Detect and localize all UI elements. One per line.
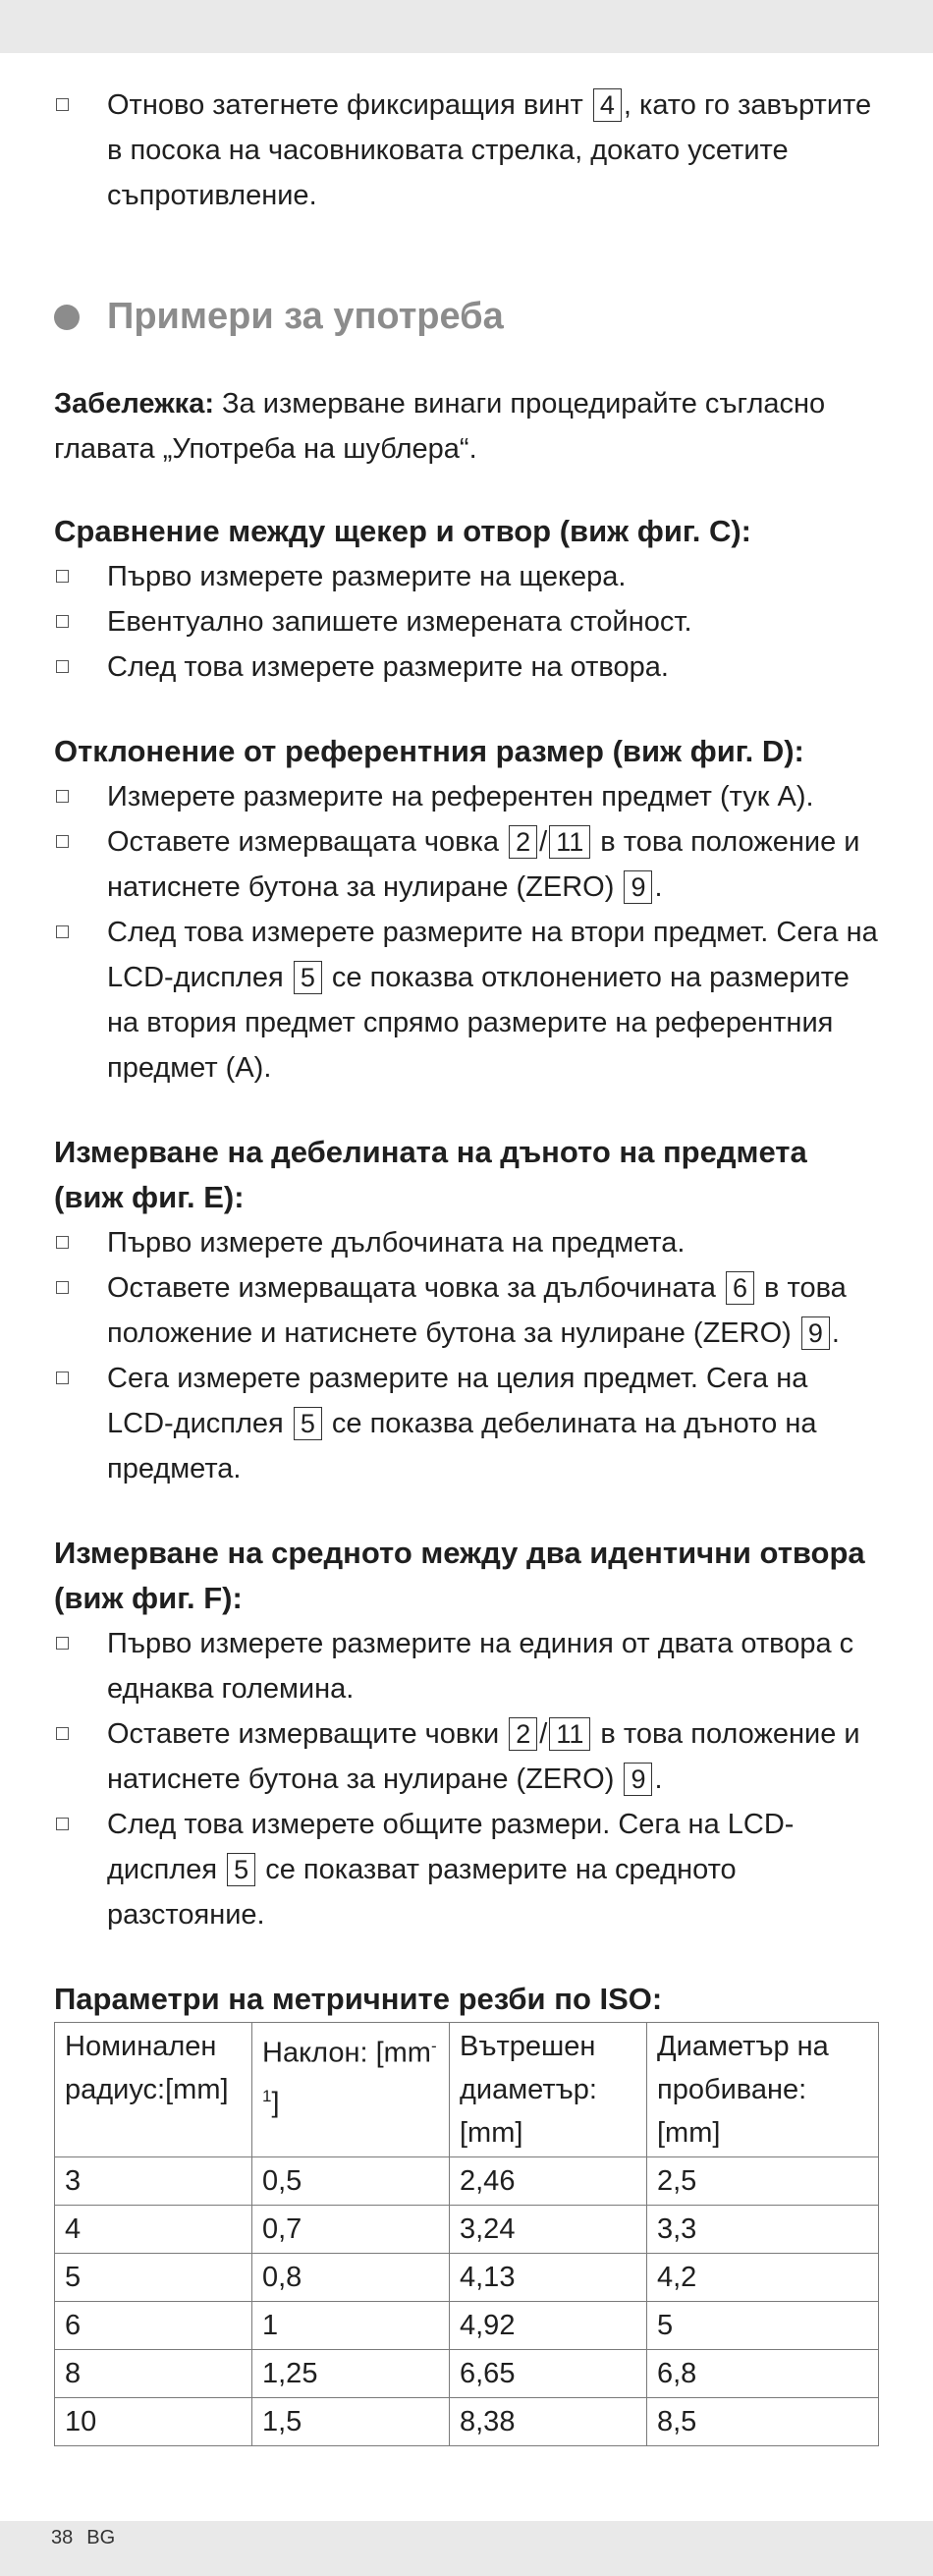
part-number: 5 xyxy=(294,1407,322,1440)
section-d-title: Отклонение от референтния размер (виж фиг. D): xyxy=(54,734,804,768)
table-cell: 6 xyxy=(55,2302,252,2350)
list-item: Оставете измерващата човка за дълбочината 6 в това положение и натиснете бутона за нулиране (ZERO) 9 . xyxy=(54,1265,879,1356)
bullet-checkbox-icon xyxy=(56,1727,69,1740)
table-cell: 3 xyxy=(55,2157,252,2206)
table-row xyxy=(55,2398,879,2446)
bullet-checkbox-icon xyxy=(56,835,69,848)
col-header: Наклон: $[mm^{-1}]$ xyxy=(252,2023,450,2157)
bullet-checkbox-icon xyxy=(56,660,69,673)
list-item: Евентуално запишете измерената стойност. xyxy=(54,599,879,644)
table-cell: 5 xyxy=(647,2302,879,2350)
part-number: 2 xyxy=(509,1717,537,1751)
list-item: След това измерете размерите на отвора. xyxy=(54,644,879,690)
table-cell: 1,25 xyxy=(252,2350,450,2398)
table-cell: 6,65 xyxy=(450,2350,647,2398)
top-bar xyxy=(0,0,933,53)
table-cell: 0,8 xyxy=(252,2254,450,2302)
table-cell: 5 xyxy=(55,2254,252,2302)
part-number: 4 xyxy=(593,88,622,122)
bullet-checkbox-icon xyxy=(56,1372,69,1384)
list-item: Първо измерете размерите на щекера. xyxy=(54,554,879,599)
intro-bullet: Отново затегнете фиксиращия винт 4 , като го завъртите в посока на часовниковата стрелка, докато усетите съпротивление. xyxy=(54,83,879,218)
part-number: 5 xyxy=(227,1853,255,1886)
table-cell: 4,92 xyxy=(450,2302,647,2350)
table-cell: 1,5 xyxy=(252,2398,450,2446)
bullet-checkbox-icon xyxy=(56,1637,69,1650)
table-cell: 4 xyxy=(55,2206,252,2254)
part-number: 11 xyxy=(549,1717,590,1751)
table-cell: 4,13 xyxy=(450,2254,647,2302)
bullet-checkbox-icon xyxy=(56,615,69,628)
section-c-title: Сравнение между щекер и отвор (виж фиг. C): xyxy=(54,514,752,548)
list-item: Първо измерете размерите на единия от двата отвора с еднаква големина. xyxy=(54,1621,879,1711)
table-cell: 8,5 xyxy=(647,2398,879,2446)
table-cell: 8 xyxy=(55,2350,252,2398)
bullet-checkbox-icon xyxy=(56,925,69,938)
list-item: Сега измерете размерите на целия предмет. Сега на LCD-дисплея 5 се показва дебелината на дъното на предмета. xyxy=(54,1356,879,1491)
footer-bar xyxy=(0,2521,933,2576)
table-cell: 10 xyxy=(55,2398,252,2446)
table-cell: 3,3 xyxy=(647,2206,879,2254)
table-title: Параметри на метричните резби по ISO: xyxy=(54,1982,663,2016)
note: Забележка: За измерване винаги процедирайте съгласно главата „Употреба на шублера“. xyxy=(54,388,826,465)
table-cell: 2,5 xyxy=(647,2157,879,2206)
table-cell: 6,8 xyxy=(647,2350,879,2398)
table-cell: 1 xyxy=(252,2302,450,2350)
note-label: Забележка: xyxy=(54,388,214,420)
page-footer xyxy=(51,2527,129,2549)
table-row xyxy=(55,2350,879,2398)
table-row xyxy=(55,2254,879,2302)
table-cell: 8,38 xyxy=(450,2398,647,2446)
list-item: След това измерете общите размери. Сега на LCD-дисплея 5 се показват размерите на средното разстояние. xyxy=(54,1802,879,1937)
part-number: 2 xyxy=(509,825,537,859)
part-number: 9 xyxy=(624,870,652,904)
table-row xyxy=(55,2157,879,2206)
section-bullet-icon xyxy=(54,305,80,330)
page-number: 38 xyxy=(51,2527,74,2548)
part-number: 5 xyxy=(294,961,322,994)
col-header: Диаметър на пробиване: [mm] xyxy=(647,2023,879,2157)
bullet-checkbox-icon xyxy=(56,1236,69,1249)
table-row xyxy=(55,2206,879,2254)
part-number: 6 xyxy=(726,1271,754,1305)
bullet-checkbox-icon xyxy=(56,1818,69,1830)
table-cell: 0,7 xyxy=(252,2206,450,2254)
table-cell: 4,2 xyxy=(647,2254,879,2302)
section-e-title: Измерване на дебелината на дъното на предмета (виж фиг. E): xyxy=(54,1135,807,1214)
list-item: Оставете измерващата човка 2 / 11 в това положение и натиснете бутона за нулиране (ZERO) 9 . xyxy=(54,819,879,910)
section-f-title: Измерване на средното между два идентични отвора (виж фиг. F): xyxy=(54,1536,865,1615)
table-cell: 2,46 xyxy=(450,2157,647,2206)
bullet-checkbox-icon xyxy=(56,570,69,583)
table-cell: 3,24 xyxy=(450,2206,647,2254)
table-cell: 0,5 xyxy=(252,2157,450,2206)
part-number: 11 xyxy=(549,825,590,859)
col-header: Номинален радиус:[mm] xyxy=(55,2023,252,2157)
bullet-checkbox-icon xyxy=(56,790,69,803)
table-header-row xyxy=(55,2023,879,2157)
col-header: Вътрешен диаметър: [mm] xyxy=(450,2023,647,2157)
list-item: Измерете размерите на референтен предмет (тук A). xyxy=(54,774,879,819)
iso-thread-table xyxy=(54,2022,879,2446)
bullet-checkbox-icon xyxy=(56,1281,69,1294)
part-number: 9 xyxy=(801,1316,830,1350)
language-code: BG xyxy=(86,2527,116,2548)
bullet-checkbox-icon xyxy=(56,98,69,111)
list-item: Оставете измерващите човки 2 / 11 в това положение и натиснете бутона за нулиране (ZERO) 9 . xyxy=(54,1711,879,1802)
page-content xyxy=(54,83,879,2446)
list-item: След това измерете размерите на втори предмет. Сега на LCD-дисплея 5 се показва отклонението на размерите на втория предмет спрямо размерите на референтния предмет (A). xyxy=(54,910,879,1091)
table-row xyxy=(55,2302,879,2350)
list-item: Първо измерете дълбочината на предмета. xyxy=(54,1220,879,1265)
part-number: 9 xyxy=(624,1763,652,1796)
section-title: Примери за употреба xyxy=(54,291,879,342)
